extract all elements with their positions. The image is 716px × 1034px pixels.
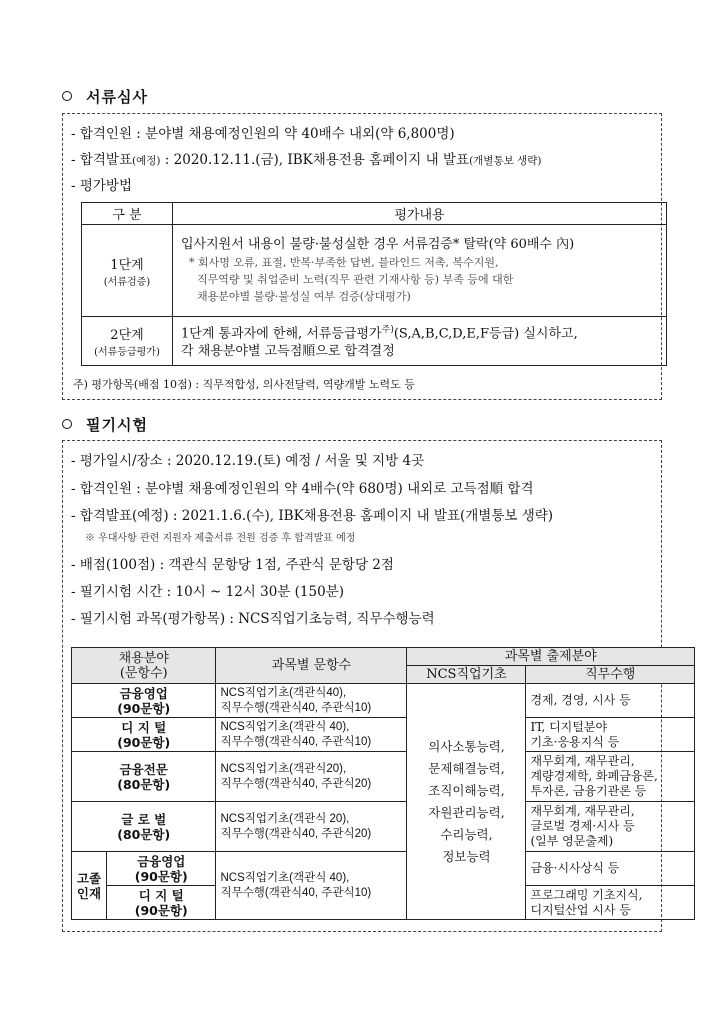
- count-digital: NCS직업기초(객관식 40), 직무수행(객관식40, 주관식10): [216, 718, 407, 752]
- table-header-content: 평가내용: [173, 203, 667, 225]
- header-field: 채용분야 (문항수): [72, 648, 216, 684]
- ncs-items-cell: 의사소통능력, 문제해결능력, 조직이해능력, 자원관리능력, 수리능력, 정보능력: [407, 684, 526, 920]
- header-count: 과목별 문항수: [216, 648, 407, 684]
- header-subject: 과목별 출제분야: [407, 648, 695, 666]
- header-job: 직무수행: [526, 666, 695, 684]
- field-finance-sales: 금융영업 (90문항): [72, 684, 216, 718]
- field-hs-finance-sales: 금융영업 (90문항): [107, 852, 216, 886]
- written-test-table: [71, 647, 695, 920]
- job-global: 재무회계, 재무관리, 글로벌 경제·시사 등 (일부 영문출제): [526, 802, 695, 852]
- written-test-box: [62, 440, 662, 932]
- section-title-written-test: 필기시험: [62, 414, 148, 435]
- field-hs-digital: 디 지 털 (90문항): [107, 886, 216, 920]
- time-line: - 필기시험 시간 : 10시 ~ 12시 30분 (150분): [71, 584, 344, 600]
- count-global: NCS직업기초(객관식 20), 직무수행(객관식40, 주관식20): [216, 802, 407, 852]
- document-eval-table: [81, 202, 667, 366]
- count-finance-expert: NCS직업기초(객관식20), 직무수행(객관식40, 주관식20): [216, 752, 407, 802]
- verification-note: ※ 우대사항 관련 지원자 제출서류 전원 검증 후 합격발표 예정: [85, 533, 356, 544]
- stage1-desc: 입사지원서 내용이 불량·불성실한 경우 서류검증* 탈락(약 60배수 內) * 회사명 오류, 표절, 반복·부족한 답변, 블라인드 저촉, 복수지원, 직무역량 및 취업준비 노력(직무 관련 기재사항 등) 부족 등에 대한 채용분야별 불량·불성실 여부 검증(상대평가): [173, 225, 667, 317]
- pass-count-line: - 합격인원 : 분야별 채용예정인원의 약 40배수 내외(약 6,800명): [71, 126, 455, 142]
- job-hs-finance-sales: 금융·시사상식 등: [526, 852, 695, 886]
- field-digital: 디 지 털 (90문항): [72, 718, 216, 752]
- job-digital: IT, 디지털분야 기초·응용지식 등: [526, 718, 695, 752]
- circle-bullet-icon: [62, 419, 72, 429]
- field-global: 글 로 벌 (80문항): [72, 802, 216, 852]
- announce-line: - 합격발표(예정) : 2020.12.11.(금), IBK채용전용 홈페이지 내 발표(개별통보 생략): [71, 152, 542, 168]
- count-highschool: NCS직업기초(객관식 40), 직무수행(객관식40, 주관식10): [216, 852, 407, 920]
- pass-count-line: - 합격인원 : 분야별 채용예정인원의 약 4배수(약 680명) 내외로 고득점順 합격: [71, 481, 534, 497]
- job-finance-expert: 재무회계, 재무관리, 계량경제학, 화폐금융론, 투자론, 금융기관론 등: [526, 752, 695, 802]
- stage1-cell: 1단계 (서류검증): [82, 225, 173, 317]
- stage2-desc: 1단계 통과자에 한해, 서류등급평가$^{주)}$(S,A,B,C,D,E,F등급) 실시하고, 각 채용분야별 고득점順으로 합격결정: [173, 317, 667, 366]
- method-line: - 평가방법: [71, 178, 133, 194]
- score-line: - 배점(100점) : 객관식 문항당 1점, 주관식 문항당 2점: [71, 557, 394, 573]
- date-place-line: - 평가일시/장소 : 2020.12.19.(토) 예정 / 서울 및 지방 4곳: [71, 453, 425, 469]
- job-finance-sales: 경제, 경영, 시사 등: [526, 684, 695, 718]
- stage2-cell: 2단계 (서류등급평가): [82, 317, 173, 366]
- section-title-document-review: 서류심사: [62, 86, 148, 107]
- job-hs-digital: 프로그래밍 기초지식, 디지털산업 시사 등: [526, 886, 695, 920]
- subject-line: - 필기시험 과목(평가항목) : NCS직업기초능력, 직무수행능력: [71, 611, 435, 627]
- table-header-category: 구 분: [82, 203, 173, 225]
- eval-footnote: 주) 평가항목(배점 10점) : 직무적합성, 의사전달력, 역량개발 노력도 등: [73, 378, 415, 391]
- count-finance-sales: NCS직업기초(객관식40), 직무수행(객관식40, 주관식10): [216, 684, 407, 718]
- field-highschool: 고졸 인재: [72, 852, 107, 920]
- circle-bullet-icon: [62, 91, 72, 101]
- document-review-box: [62, 113, 662, 400]
- header-ncs: NCS직업기초: [407, 666, 526, 684]
- field-finance-expert: 금융전문 (80문항): [72, 752, 216, 802]
- announce-line: - 합격발표(예정) : 2021.1.6.(수), IBK채용전용 홈페이지 내 발표(개별통보 생략): [71, 508, 554, 524]
